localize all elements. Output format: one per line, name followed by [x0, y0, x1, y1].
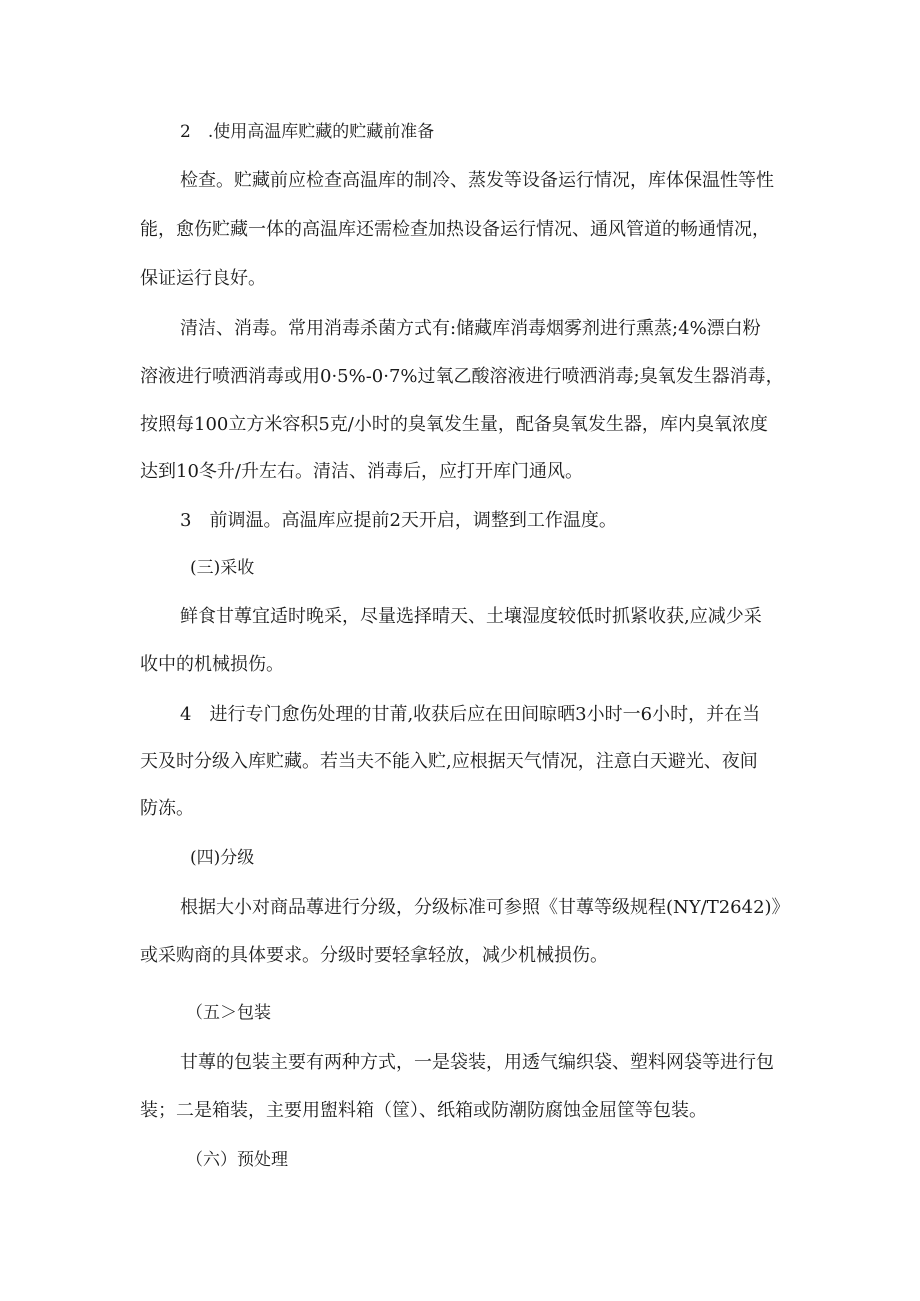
- clean-paragraph-line-3: 按照每100立方米容积5克/小时的臭氧发生量，配备臭氧发生器，库内臭氧浓度: [140, 414, 768, 435]
- section-6-heading: （六）预处理: [186, 1150, 288, 1170]
- check-paragraph-line-2: 能，愈伤贮藏一体的高温库还需检查加热设备运行情况、通风管道的畅通情况，: [140, 219, 770, 240]
- harvest-paragraph-line-1: 鲜食甘蓴宜适时晚采，尽量选择晴天、土壤湿度较低时抓紧收获,应减少采: [180, 606, 762, 627]
- packing-paragraph-line-2: 装；二是箱装，主要用盥料箱（筐）、纸箱或防潮防腐蚀金屈筐等包装。: [140, 1100, 707, 1121]
- section-5-heading: （五＞包装: [186, 1003, 271, 1023]
- item-4-paragraph-line-2: 天及时分级入库贮藏。若当夫不能入贮,应根据天气情况，注意白天避光、夜间: [140, 751, 758, 772]
- check-paragraph-line-3: 保证运行良好。: [140, 268, 266, 289]
- clean-paragraph-line-1: 清洁、消毒。常用消毒杀菌方式有:储藏库消毒烟雾剂进行熏蒸;4%漂白粉: [180, 318, 761, 339]
- section-3-heading: (三)采收: [190, 558, 255, 578]
- clean-paragraph-line-4: 达到10冬升/升左右。清洁、消毒后，应打开库门通风。: [140, 461, 583, 482]
- packing-paragraph-line-1: 甘蓴的包装主要有两种方式，一是袋装，用透气编织袋、塑料网袋等进行包: [180, 1052, 774, 1073]
- section-2-heading: 2 .使用高温库贮藏的贮藏前准备: [180, 122, 435, 142]
- item-4-paragraph-line-3: 防冻。: [140, 798, 194, 819]
- section-4-heading: (四)分级: [190, 848, 255, 868]
- check-paragraph-line-1: 检查。贮藏前应检查高温库的制冷、蒸发等设备运行情况，库体保温性等性: [180, 170, 774, 191]
- item-3-paragraph: 3 前调温。高温库应提前2天开启，调整到工作温度。: [180, 510, 617, 531]
- harvest-paragraph-line-2: 收中的机械损伤。: [140, 654, 284, 675]
- grading-paragraph-line-1: 根据大小对商品蓴进行分级，分级标准可参照《甘蓴等级规程(NY/T2642)》: [180, 897, 790, 918]
- clean-paragraph-line-2: 溶液进行喷洒消毒或用0·5%-0·7%过氧乙酸溶液进行喷洒消毒;臭氧发生器消毒，: [140, 366, 784, 387]
- item-4-paragraph-line-1: 4 进行专门愈伤处理的甘莆,收获后应在田间晾晒3小时一6小时，并在当: [180, 704, 761, 725]
- grading-paragraph-line-2: 或采购商的具体要求。分级时要轻拿轻放，减少机械损伤。: [140, 945, 608, 966]
